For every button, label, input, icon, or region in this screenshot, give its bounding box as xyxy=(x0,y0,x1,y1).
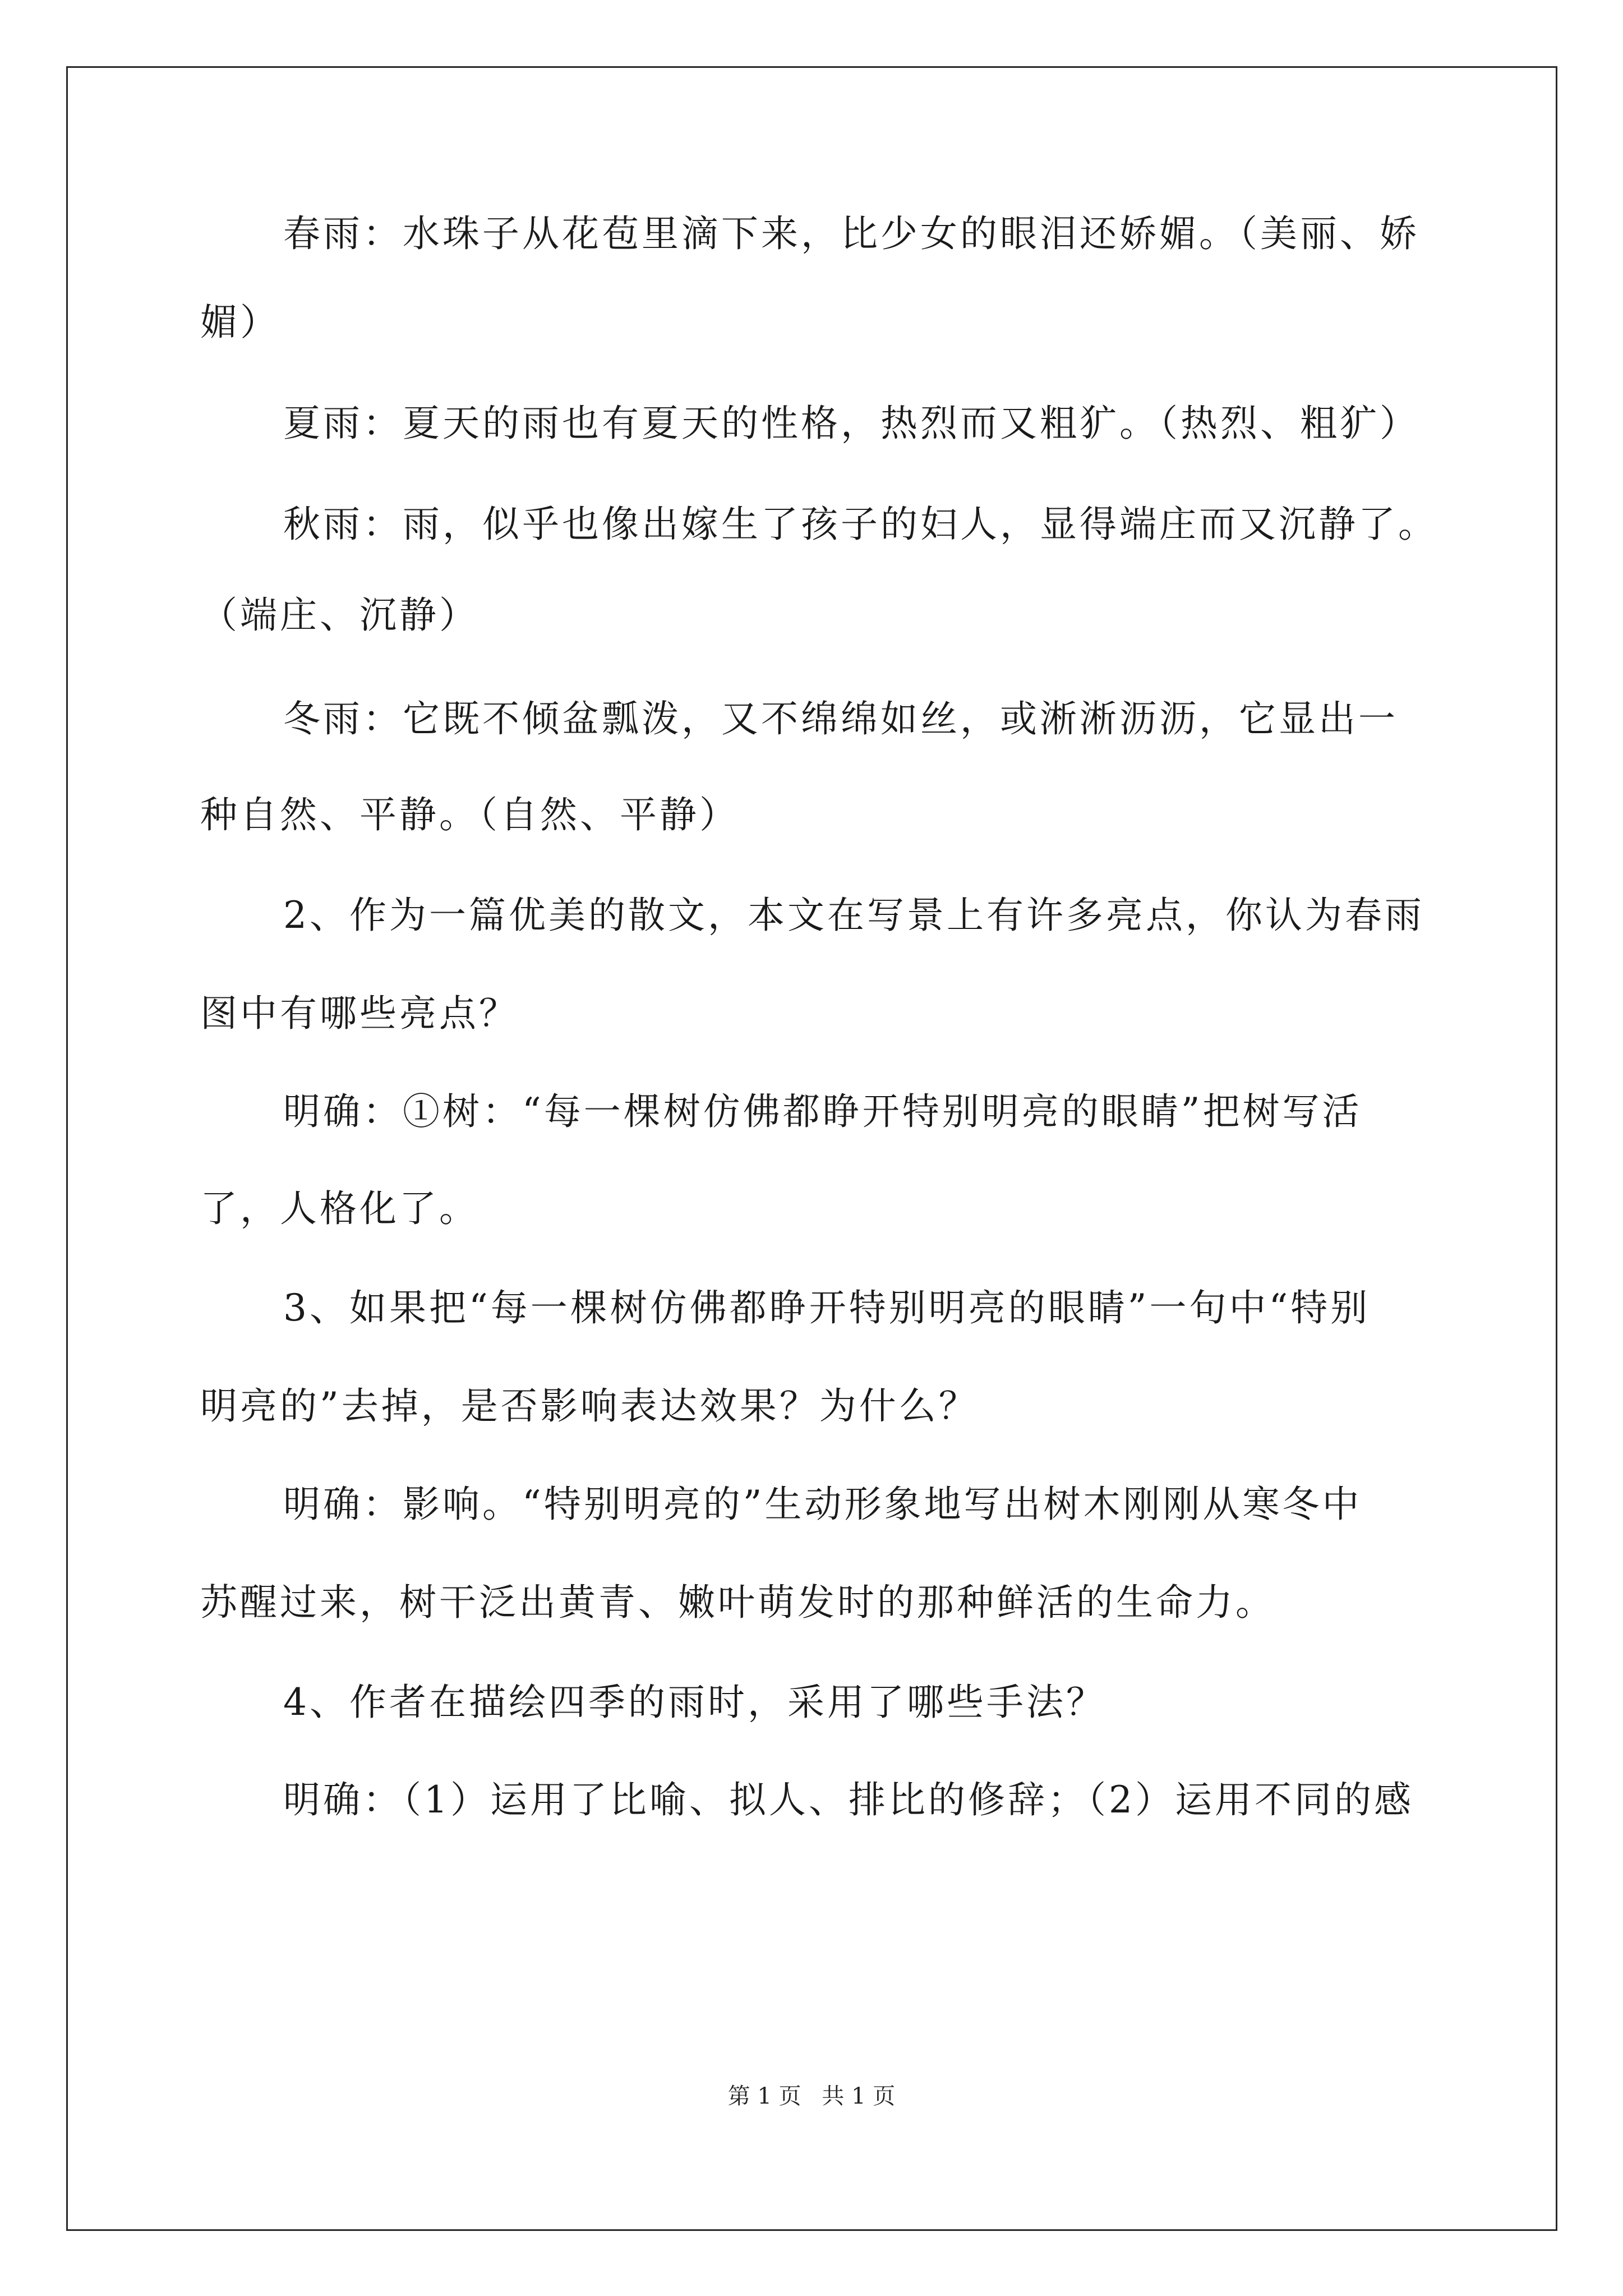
paragraph-line: 明亮的”去掉，是否影响表达效果？为什么？ xyxy=(200,1384,979,1428)
paragraph-line: 种自然、平静。（自然、平静） xyxy=(200,793,739,836)
page-border xyxy=(66,66,1557,2231)
paragraph-line: 图中有哪些亮点？ xyxy=(200,992,519,1035)
paragraph-line: 夏雨：夏天的雨也有夏天的性格，热烈而又粗犷。（热烈、粗犷） xyxy=(283,402,1419,445)
page-footer xyxy=(0,2082,1623,2110)
paragraph-line: 明确：①树：“每一棵树仿佛都睁开特别明亮的眼睛”把树写活 xyxy=(283,1090,1362,1133)
paragraph-line: 苏醒过来，树干泛出黄青、嫩叶萌发时的那种鲜活的生命力。 xyxy=(200,1581,1275,1624)
paragraph-line: 媚） xyxy=(200,301,280,344)
paragraph-line: 4、作者在描绘四季的雨时，采用了哪些手法？ xyxy=(283,1681,1106,1724)
paragraph-line: 春雨：水珠子从花苞里滴下来，比少女的眼泪还娇媚。（美丽、娇 xyxy=(283,212,1419,255)
paragraph-line: 2、作为一篇优美的散文，本文在写景上有许多亮点，你认为春雨 xyxy=(283,894,1424,937)
page-number: 第 1 页 xyxy=(727,2083,801,2109)
paragraph-line: 3、如果把“每一棵树仿佛都睁开特别明亮的眼睛”一句中“特别 xyxy=(283,1286,1371,1329)
paragraph-line: （端庄、沉静） xyxy=(200,593,479,637)
paragraph-line: 明确：影响。“特别明亮的”生动形象地写出树木刚刚从寒冬中 xyxy=(283,1483,1362,1526)
page-total: 共 1 页 xyxy=(822,2083,896,2109)
paragraph-line: 明确：（1）运用了比喻、拟人、排比的修辞；（2）运用不同的感 xyxy=(283,1778,1414,1821)
paragraph-line: 秋雨：雨，似乎也像出嫁生了孩子的妇人，显得端庄而又沉静了。 xyxy=(283,503,1438,546)
paragraph-line: 了，人格化了。 xyxy=(200,1187,479,1230)
paragraph-line: 冬雨：它既不倾盆瓢泼，又不绵绵如丝，或淅淅沥沥，它显出一 xyxy=(283,697,1398,740)
